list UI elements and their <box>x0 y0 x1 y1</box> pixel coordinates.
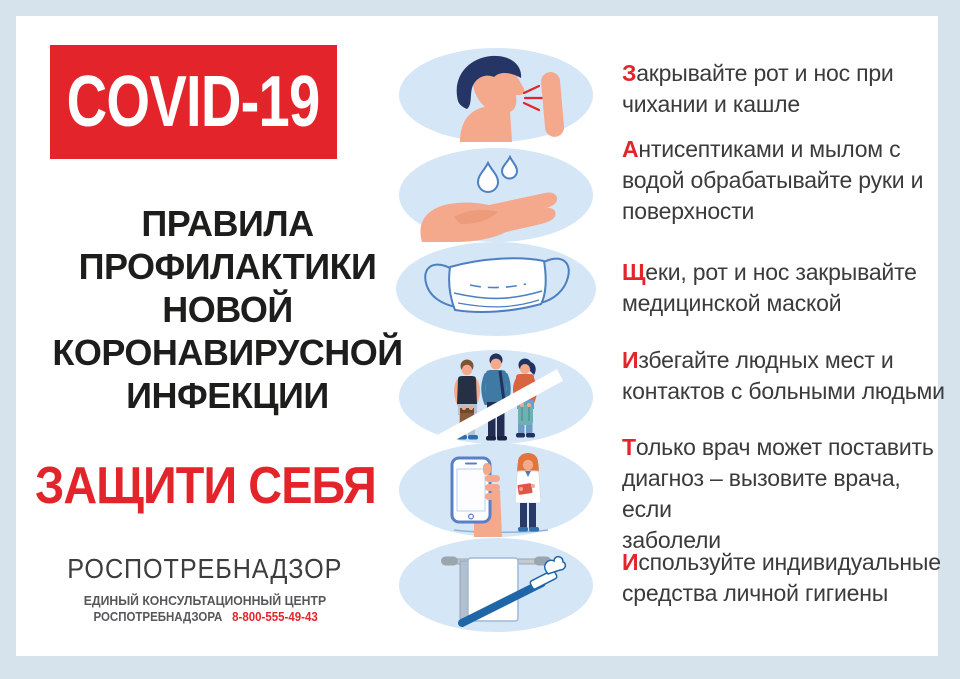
footer-contact <box>16 593 394 625</box>
medical-mask-icon <box>396 241 596 337</box>
hand-washing-icon <box>396 147 596 243</box>
tip-line: диагноз – вызовите врача, если <box>622 465 901 522</box>
tip-line: Закрывайте рот и нос при <box>622 60 894 86</box>
poster-sheet <box>16 16 945 656</box>
tip-line: чихании и кашле <box>622 91 800 117</box>
sneeze-cover-icon <box>396 47 596 143</box>
tip-lead-letter: И <box>622 549 639 575</box>
tip-line: контактов с больными людьми <box>622 378 945 404</box>
avoid-crowds-icon <box>396 349 596 445</box>
call-doctor-icon <box>396 442 596 538</box>
tip-item-sneeze <box>622 58 952 120</box>
tip-line: водой обрабатывайте руки и <box>622 167 924 193</box>
tip-item-mask <box>622 257 952 319</box>
tip-line: Щеки, рот и нос закрывайте <box>622 259 917 285</box>
covid-badge <box>50 45 337 159</box>
headline-line: НОВОЙ <box>162 289 293 330</box>
slogan <box>16 456 394 516</box>
tip-item-antiseptic <box>622 134 952 227</box>
tip-item-call-doctor <box>622 432 952 556</box>
tip-line: Используйте индивидуальные <box>622 549 941 575</box>
hotline-phone-number: 8-800-555-49-43 <box>232 609 318 624</box>
tip-lead-letter: Щ <box>622 259 646 285</box>
tip-lead-letter: А <box>622 136 639 162</box>
tip-line: медицинской маской <box>622 290 842 316</box>
headline-line: ПРОФИЛАКТИКИ <box>78 246 377 287</box>
tip-lead-letter: Т <box>622 434 636 460</box>
tip-line: Антисептиками и мылом с <box>622 136 901 162</box>
org-name <box>16 553 394 585</box>
headline-line: ПРАВИЛА <box>141 203 314 244</box>
tip-line: средства личной гигиены <box>622 580 889 606</box>
tip-line: поверхности <box>622 198 755 224</box>
tip-line: Только врач может поставить <box>622 434 934 460</box>
footer-line-2-text: РОСПОТРЕБНАДЗОРА <box>93 609 223 624</box>
tip-item-avoid-crowds <box>622 345 952 407</box>
headline-line: ИНФЕКЦИИ <box>126 375 329 416</box>
org-name-text: РОСПОТРЕБНАДЗОР <box>67 553 343 584</box>
slogan-text: ЗАЩИТИ СЕБЯ <box>34 457 376 515</box>
footer-line-1-text: ЕДИНЫЙ КОНСУЛЬТАЦИОННЫЙ ЦЕНТР <box>83 593 327 608</box>
tip-item-hygiene <box>622 547 952 609</box>
covid-badge-text: COVID-19 <box>67 62 320 142</box>
tip-line: Избегайте людных мест и <box>622 347 894 373</box>
footer-line-1 <box>16 593 394 609</box>
headline-line: КОРОНАВИРУСНОЙ <box>52 332 403 373</box>
personal-hygiene-icon <box>396 537 596 633</box>
tip-line: заболели <box>622 527 721 553</box>
headline <box>40 202 415 417</box>
footer-line-2-wrap <box>90 609 321 625</box>
tip-lead-letter: З <box>622 60 637 86</box>
tip-lead-letter: И <box>622 347 639 373</box>
footer-line-2 <box>16 609 394 625</box>
